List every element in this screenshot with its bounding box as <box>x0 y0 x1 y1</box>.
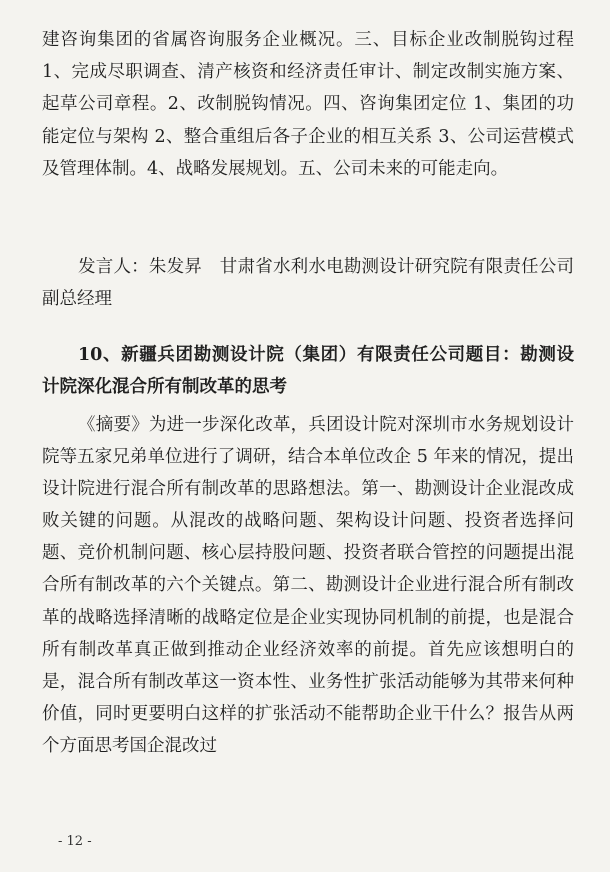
page-number: - 12 - <box>58 834 92 849</box>
speaker-paragraph: 发言人：朱发昇 甘肃省水利水电勘测设计研究院有限责任公司副总经理 <box>42 257 574 309</box>
section-title: 10、新疆兵团勘测设计院（集团）有限责任公司题目：勘测设计院深化混合所有制改革的思考 <box>42 345 574 397</box>
abstract-paragraph: 《摘要》为进一步深化改革，兵团设计院对深圳市水务规划设计院等五家兄弟单位进行了调研，结合本单位改企 5 年来的情况，提出设计院进行混合所有制改革的思路想法。第一、勘测设计企业混改成败关键的问题。从混改的战略问题、架构设计问题、投资者选择问题、竞价机制问题、核心层持股问题、投资者联合管控的问题提出混合所有制改革的六个关键点。第二、勘测设计企业进行混合所有制改革的战略选择清晰的战略定位是企业实现协同机制的前提，也是混合所有制改革真正做到推动企业经济效率的前提。首先应该想明白的是，混合所有制改革这一资本性、业务性扩张活动能够为其带来何种价值，同时更要明白这样的扩张活动不能帮助企业干什么？报告从两个方面思考国企混改过 <box>42 415 574 756</box>
intro-paragraph: 建咨询集团的省属咨询服务企业概况。三、目标企业改制脱钩过程 1、完成尽职调查、清产核资和经济责任审计、制定改制实施方案、起草公司章程。2、改制脱钩情况。四、咨询集团定位 1、集团的功能定位与架构 2、整合重组后各子企业的相互关系 3、公司运营模式及管理体制。4、战略发展规划。五、公司未来的可能走向。 <box>42 30 574 179</box>
